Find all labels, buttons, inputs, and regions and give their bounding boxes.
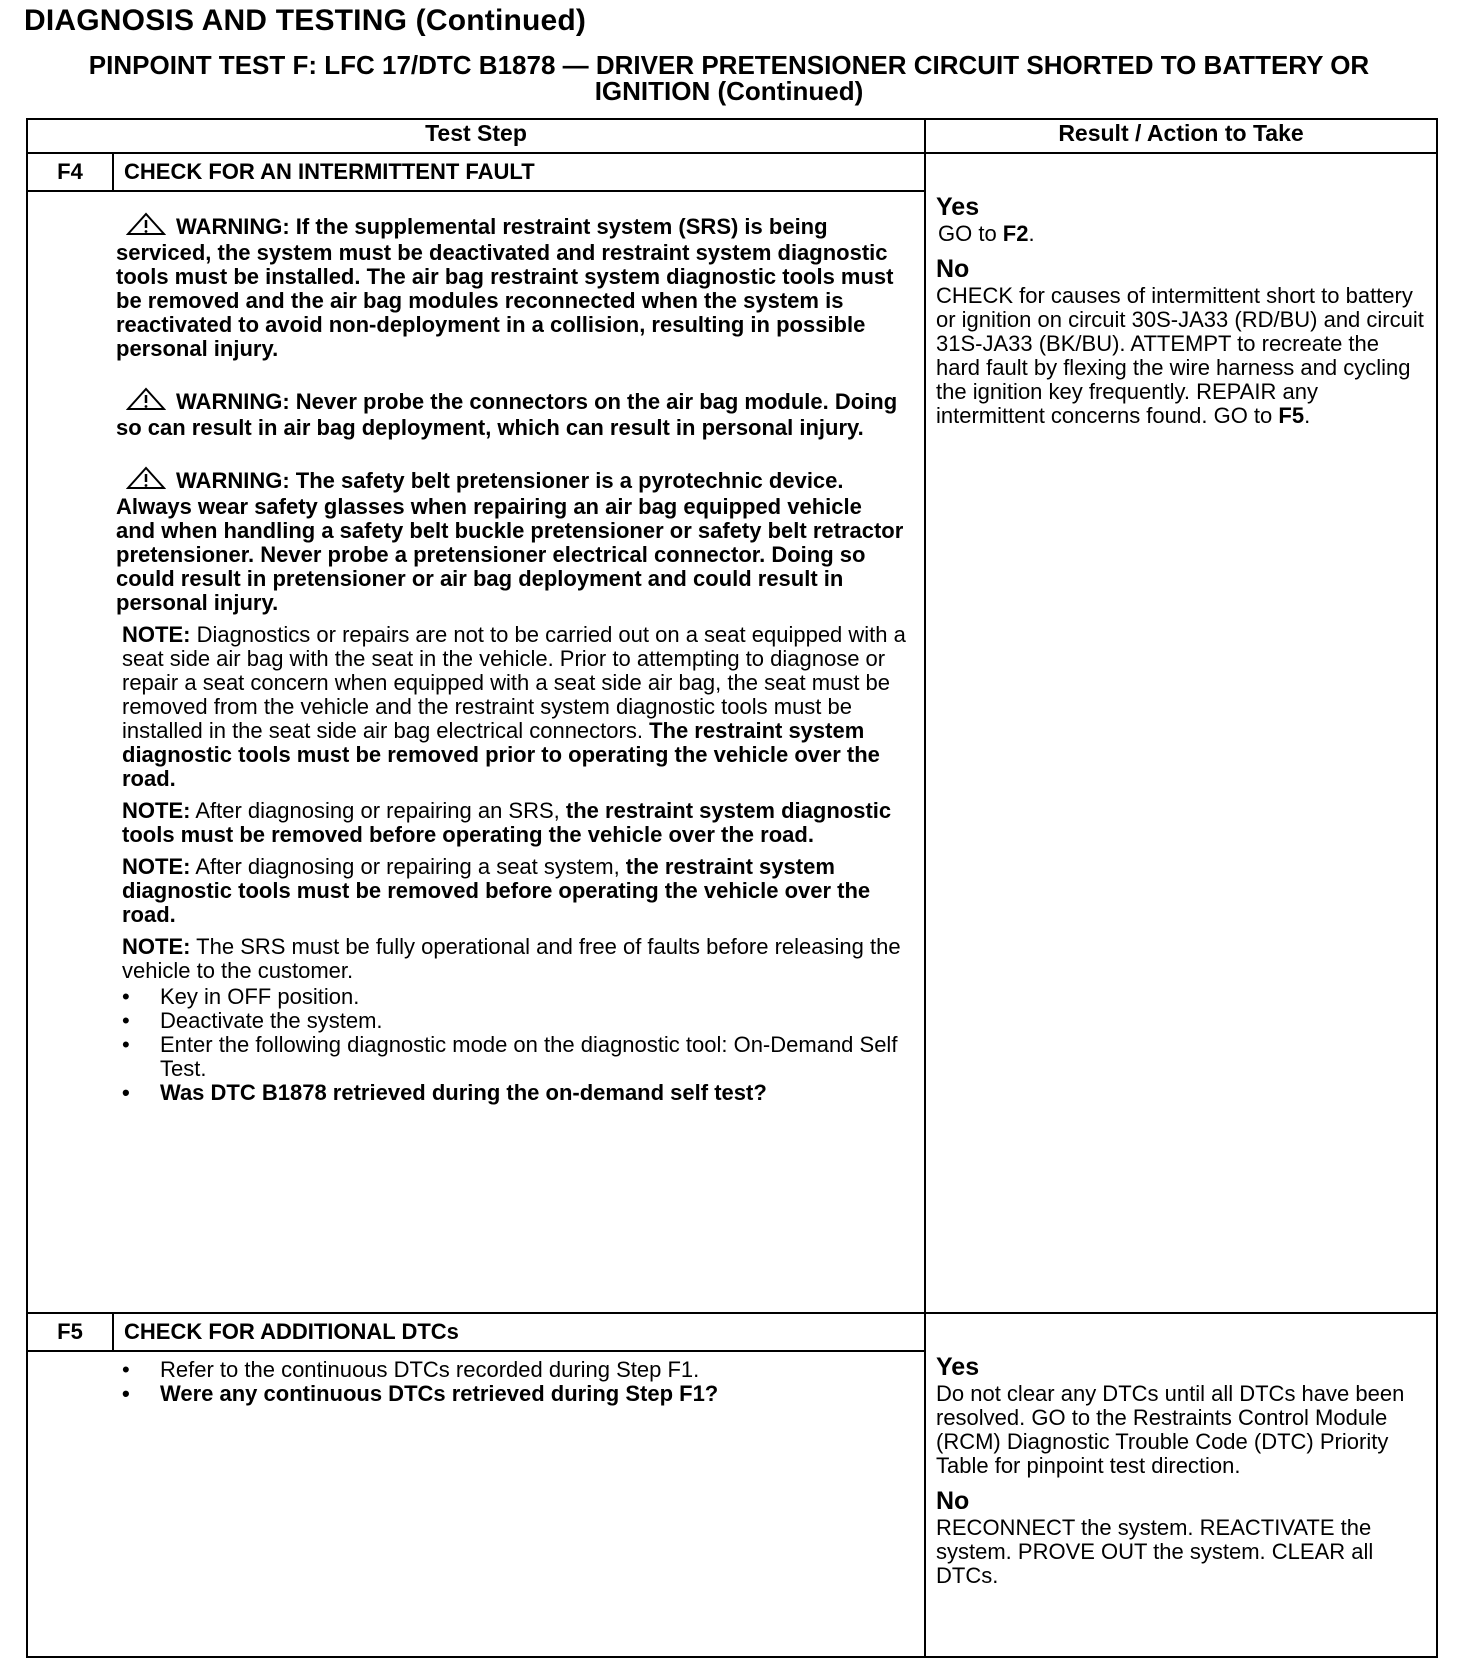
note-bold-text: The restraint system diagnostic tools must be removed prior to operating the vehicle over the road. bbox=[122, 718, 880, 791]
list-item: • Enter the following diagnostic mode on the diagnostic tool: On-Demand Self Test. bbox=[122, 1033, 906, 1081]
result-no-text: RECONNECT the system. REACTIVATE the system. PROVE OUT the system. CLEAR all DTCs. bbox=[936, 1515, 1374, 1588]
result-yes-label: Yes bbox=[936, 193, 980, 221]
warning-triangle-icon bbox=[126, 212, 166, 241]
result-no-action: CHECK for causes of intermittent short to battery or ignition on circuit 30S-JA33 (RD/BU) and circuit 31S-JA33 (BK/BU). ATTEMPT to recreate the hard fault by flexing the wire harness and cycling the ignition key frequently. REPAIR any intermittent concerns found. GO to bbox=[936, 283, 1424, 428]
step-id-f4: F4 bbox=[28, 154, 114, 190]
list-item: • Deactivate the system. bbox=[122, 1009, 906, 1033]
subtitle-line-1: PINPOINT TEST F: LFC 17/DTC B1878 — DRIVER PRETENSIONER CIRCUIT SHORTED TO BATTERY OR bbox=[88, 50, 1370, 80]
note-srs-repair bbox=[122, 799, 906, 847]
step-title-f4: CHECK FOR AN INTERMITTENT FAULT bbox=[124, 159, 535, 184]
result-yes-text bbox=[936, 222, 1428, 246]
step-link-f2[interactable]: F2 bbox=[1002, 221, 1029, 246]
warning-probe-connectors-text: WARNING: Never probe the connectors on the air bag module. Doing so can result in air bag deployment, which can result in personal injury. bbox=[116, 389, 898, 440]
note-label: NOTE: bbox=[122, 854, 191, 879]
pinpoint-test-title bbox=[24, 52, 1434, 104]
step-f4-header bbox=[28, 154, 924, 192]
step-f4-body bbox=[28, 192, 924, 1115]
note-text: After diagnosing or repairing a seat system, bbox=[190, 854, 626, 879]
pinpoint-test-table bbox=[26, 118, 1438, 1658]
step-title-f5: CHECK FOR ADDITIONAL DTCs bbox=[124, 1319, 459, 1344]
step-id-f5: F5 bbox=[28, 1314, 114, 1350]
header-result-action: Result / Action to Take bbox=[925, 119, 1437, 153]
note-text: Diagnostics or repairs are not to be carried out on a seat equipped with a seat side air bag with the seat in the vehicle. Prior to attempting to diagnose or repair a seat concern when equipped with a seat side air bag, the seat must be removed from the vehicle and the restraint system diagnostic tools must be installed in the seat side air bag electrical connectors. bbox=[122, 622, 906, 743]
note-bold-text: the restraint system diagnostic tools must be removed before operating the vehicle over the road. bbox=[122, 798, 892, 847]
result-no-label: No bbox=[936, 255, 970, 283]
step-f4-cell bbox=[27, 153, 925, 1313]
step-f5-question: • Were any continuous DTCs retrieved during Step F1? bbox=[122, 1382, 906, 1406]
result-yes-action: GO to bbox=[938, 221, 1003, 246]
result-yes-text: Do not clear any DTCs until all DTCs have been resolved. GO to the Restraints Control Module (RCM) Diagnostic Trouble Code (DTC) Priority Table for pinpoint test direction. bbox=[936, 1381, 1405, 1478]
result-f5 bbox=[926, 1314, 1436, 1588]
subtitle-line-2: IGNITION (Continued) bbox=[594, 76, 864, 106]
warning-srs-service-text: WARNING: If the supplemental restraint system (SRS) is being serviced, the system must be deactivated and restraint system diagnostic tools must be installed. The air bag restraint system diagnostic tools must be removed and the air bag modules reconnected when the system is reactivated to avoid non-deployment in a collision, resulting in possible personal injury. bbox=[116, 214, 894, 361]
warning-probe-connectors bbox=[116, 387, 906, 440]
list-item: • Key in OFF position. bbox=[122, 985, 906, 1009]
note-seat-system bbox=[122, 855, 906, 927]
step-link-f5[interactable]: F5 bbox=[1278, 403, 1305, 428]
punctuation: . bbox=[1028, 221, 1035, 246]
header-test-step: Test Step bbox=[27, 119, 925, 153]
result-no-text bbox=[936, 284, 1428, 428]
note-label: NOTE: bbox=[122, 798, 191, 823]
step-f4-question: • Was DTC B1878 retrieved during the on-demand self test? bbox=[122, 1081, 906, 1105]
step-f5-bullets bbox=[122, 1358, 906, 1406]
note-text: The SRS must be fully operational and free of faults before releasing the vehicle to the customer. bbox=[122, 934, 901, 983]
warning-triangle-icon bbox=[126, 387, 166, 416]
result-no-label: No bbox=[936, 1487, 970, 1515]
step-f5-cell bbox=[27, 1313, 925, 1657]
note-bold-text: the restraint system diagnostic tools must be removed before operating the vehicle over the road. bbox=[122, 854, 871, 927]
step-f5-body bbox=[28, 1352, 924, 1416]
result-f4 bbox=[926, 154, 1436, 428]
step-f5-header bbox=[28, 1314, 924, 1352]
note-srs-operational bbox=[122, 935, 906, 983]
note-label: NOTE: bbox=[122, 934, 191, 959]
page-title: DIAGNOSIS AND TESTING (Continued) bbox=[24, 4, 587, 37]
result-yes-label: Yes bbox=[936, 1353, 980, 1381]
result-f5-cell bbox=[925, 1313, 1437, 1657]
warning-srs-service bbox=[116, 212, 906, 361]
list-item: • Refer to the continuous DTCs recorded during Step F1. bbox=[122, 1358, 906, 1382]
note-text: After diagnosing or repairing an SRS, bbox=[190, 798, 566, 823]
result-f4-cell bbox=[925, 153, 1437, 1313]
note-seat-side-airbag bbox=[122, 623, 906, 791]
warning-pyrotechnic-text: WARNING: The safety belt pretensioner is a pyrotechnic device. Always wear safety glasses when repairing an air bag equipped vehicle and when handling a safety belt buckle pretensioner or safety belt retractor pretensioner. Never probe a pretensioner electrical connector. Doing so could result in pretensioner or air bag deployment and could result in personal injury. bbox=[116, 468, 904, 615]
note-label: NOTE: bbox=[122, 622, 191, 647]
punctuation: . bbox=[1304, 403, 1311, 428]
warning-pyrotechnic bbox=[116, 466, 906, 615]
warning-triangle-icon bbox=[126, 466, 166, 495]
step-f4-bullets bbox=[122, 985, 906, 1105]
